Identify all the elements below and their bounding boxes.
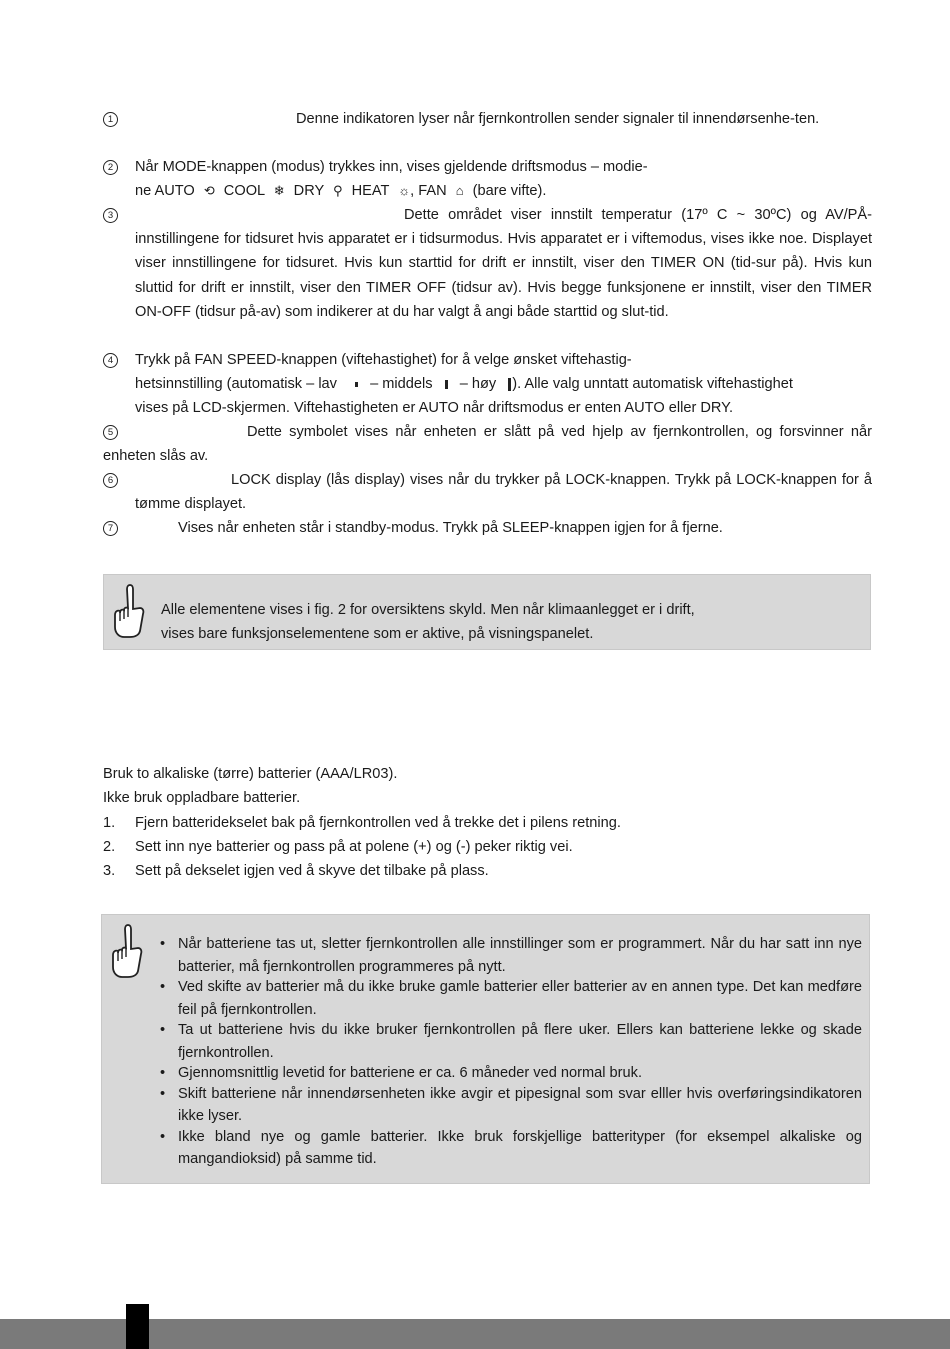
fan-low-bar-icon [355, 382, 358, 387]
list-item: • Gjennomsnittlig levetid for batteriene er ca. 6 måneder ved normal bruk. [160, 1065, 642, 1081]
battery-intro-2: Ikke bruk oppladbare batterier. [103, 790, 301, 806]
indicator-item-1 [103, 107, 872, 131]
item-number: 7 [103, 521, 118, 536]
indicator-item-7 [103, 516, 872, 540]
note-box-batteries [101, 914, 870, 1184]
item-text: Vises når enheten står i standby-modus. Trykk på SLEEP-knappen igjen for å fjerne. [178, 520, 723, 536]
mode-fan-label: , FAN [410, 183, 447, 200]
battery-step-3 [103, 859, 489, 883]
item-number: 3 [103, 208, 118, 223]
note-box-display [103, 574, 871, 650]
item-text: LOCK display (lås display) vises når du trykker på LOCK-knappen. Trykk på LOCK-knappen for å tømme displayet. [135, 472, 872, 513]
list-item: • Ta ut batteriene hvis du ikke bruker fjernkontrollen på flere uker. Ellers kan batteriene lekke og skade fjernkontrollen. [160, 1022, 862, 1061]
auto-mode-icon: ⟲ [203, 183, 215, 199]
step-number: 3. [103, 863, 116, 879]
fan-icon: ⌂ [455, 183, 464, 199]
step-text: Sett inn nye batterier og pass på at polene (+) og (-) peker riktig vei. [135, 839, 573, 855]
indicator-item-2 [103, 155, 872, 203]
item-number: 5 [103, 425, 118, 440]
step-text: Fjern batteridekselet bak på fjernkontrollen ved å trekke det i pilens retning. [135, 815, 621, 831]
note-line: Alle elementene vises i fig. 2 for oversiktens skyld. Men når klimaanlegget er i drift, [161, 602, 695, 618]
fan-speed-mid-text: – middels [370, 376, 433, 393]
dry-drop-icon: ⚲ [333, 183, 343, 199]
list-item: • Når batteriene tas ut, sletter fjernkontrollen alle innstillinger som er programmert. Når du har satt inn nye batterier, må fjernkontrollen programmeres på nytt. [160, 936, 862, 975]
cool-snowflake-icon: ❄ [273, 183, 285, 199]
mode-auto-label: ne AUTO [135, 183, 195, 200]
pointing-hand-icon [110, 581, 148, 641]
indicator-item-3 [103, 203, 872, 324]
item-text-content: Dette symbolet vises når enheten er slått på ved hjelp av fjernkontrollen, og forsvinner når enheten slås av. [103, 424, 872, 465]
mode-fan-note: (bare vifte). [472, 183, 547, 200]
note-text [161, 598, 695, 646]
item-number: 1 [103, 112, 118, 127]
fan-mid-bar-icon [445, 380, 448, 389]
indicator-item-4 [103, 348, 872, 421]
fan-speed-low-text: hetsinnstilling (automatisk – lav [135, 376, 337, 393]
battery-intro-1: Bruk to alkaliske (tørre) batterier (AAA/LR03). [103, 766, 398, 782]
fan-high-bar-icon [508, 378, 511, 391]
item-text: Dette området viser innstilt temperatur (17º C ~ 30ºC) og AV/PÅ-innstillingene for tidsuret hvis apparatet er i tidsurmodus. Hvis apparatet er i viftemodus, vises ikke noe. Displayet viser innstillingene for tidsuret. Hvis kun starttid for drift er innstilt, viser den TIMER ON (tid-sur på). Hvis kun sluttid for drift er innstilt, viser den TIMER OFF (tidsur av). Hvis begge funksjonene er innstilt, viser den TIMER ON-OFF (tidsur på-av) som indikerer at du har valgt å angi både starttid og slut-tid. [135, 207, 872, 320]
heat-sun-icon: ☼ [398, 183, 411, 199]
item-number: 6 [103, 473, 118, 488]
fan-speed-rest-text: ). Alle valg unntatt automatisk viftehastighet [512, 376, 793, 393]
indicator-item-6 [103, 468, 872, 516]
indicator-item-5 [103, 420, 872, 468]
item-line: Trykk på FAN SPEED-knappen (viftehastighet) for å velge ønsket viftehastig- [135, 352, 632, 368]
item-text [103, 420, 872, 468]
item-line: Når MODE-knappen (modus) trykkes inn, vises gjeldende driftsmodus – modie- [135, 159, 648, 175]
mode-cool-label: COOL [223, 183, 265, 200]
step-text: Sett på dekselet igjen ved å skyve det tilbake på plass. [135, 863, 489, 879]
item-number: 2 [103, 160, 118, 175]
item-text: Denne indikatoren lyser når fjernkontrollen sender signaler til innendørsenhe-ten. [296, 111, 820, 127]
footer-tab-marker [126, 1304, 149, 1349]
mode-dry-label: DRY [293, 183, 324, 200]
step-number: 1. [103, 815, 116, 831]
battery-step-2 [103, 835, 573, 859]
list-item: • Skift batteriene når innendørsenheten ikke avgir et pipesignal som svar elller hvis overføringsindikatoren ikke lyser. [160, 1085, 862, 1124]
list-item: • Ved skifte av batterier må du ikke bruke gamle batterier eller batterier av en annen type. Det kan medføre feil på fjernkontrollen. [160, 979, 862, 1018]
list-item: • Ikke bland nye og gamle batterier. Ikke bruk forskjellige batterityper (for eksempel alkaliske og mangandioksid) på samme tid. [160, 1128, 862, 1167]
battery-tips-list [158, 933, 862, 1169]
step-number: 2. [103, 839, 116, 855]
note-line: vises bare funksjonselementene som er aktive, på visningspanelet. [161, 626, 594, 643]
pointing-hand-icon [108, 921, 146, 981]
item-text [135, 348, 872, 421]
fan-speed-high-text: – høy [459, 376, 497, 393]
item-line: vises på LCD-skjermen. Viftehastigheten er AUTO når driftsmodus er enten AUTO eller DRY. [135, 400, 734, 417]
item-text [135, 155, 872, 203]
battery-step-1 [103, 811, 621, 835]
mode-heat-label: HEAT [351, 183, 390, 200]
item-number: 4 [103, 353, 118, 368]
